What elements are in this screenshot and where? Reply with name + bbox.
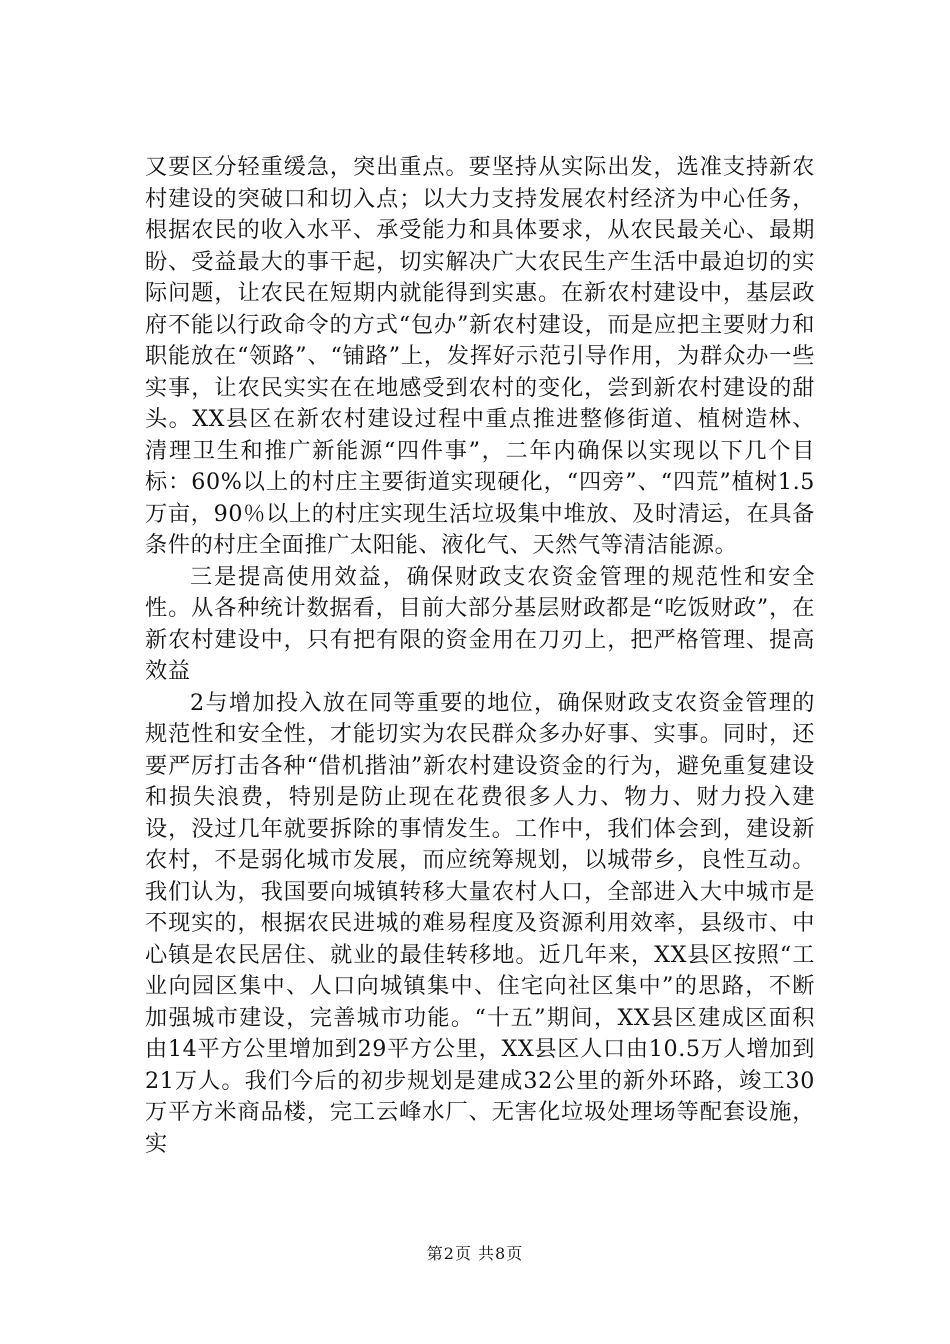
paragraph-3: 2与增加投入放在同等重要的地位，确保财政支农资金管理的规范性和安全性，才能切实为农民群众多办好事、实事。同时，还要严厉打击各种“借机揩油”新农村建设资金的行为，避免重复建设和损失浪费，特别是防止现在花费很多人力、物力、财力投入建设，没过几年就要拆除的事情发生。工作中，我们体会到，建设新农村，不是弱化城市发展，而应统筹规划，以城带乡，良性互动。我们认为，我国要向城镇转移大量农村人口，全部进入大中城市是不现实的，根据农民进城的难易程度及资源利用效率，县级市、中心镇是农民居住、就业的最佳转移地。近几年来，XX县区按照“工业向园区集中、人口向城镇集中、住宅向社区集中”的思路，不断加强城市建设，完善城市功能。“十五”期间，XX县区建成区面积由14平方公里增加到29平方公里，XX县区人口由10.5万人增加到21万人。我们今后的初步规划是建成32公里的新外环路，竣工30万平方米商品楼，完工云峰水厂、无害化垃圾处理场等配套设施，实 <box>145 689 815 1157</box>
document-body <box>145 152 815 1160</box>
paragraph-1: 又要区分轻重缓急，突出重点。要坚持从实际出发，选准支持新农村建设的突破口和切入点；以大力支持发展农村经济为中心任务，根据农民的收入水平、承受能力和具体要求，从农民最关心、最期盼、受益最大的事干起，切实解决广大农民生产生活中最迫切的实际问题，让农民在短期内就能得到实惠。在新农村建设中，基层政府不能以行政命令的方式“包办”新农村建设，而是应把主要财力和职能放在“领路”、“铺路”上，发挥好示范引导作用，为群众办一些实事，让农民实实在在地感受到农村的变化，尝到新农村建设的甜头。XX县区在新农村建设过程中重点推进整修街道、植树造林、清理卫生和推广新能源“四件事”，二年内确保以实现以下几个目标：60%以上的村庄主要街道实现硬化，“四旁”、“四荒”植树1.5万亩，90％以上的村庄实现生活垃圾集中堆放、及时清运，在具备条件的村庄全面推广太阳能、液化气、天然气等清洁能源。 <box>145 154 815 558</box>
page-footer: 第2页 共8页 <box>426 1244 524 1263</box>
paragraph-2: 三是提高使用效益，确保财政支农资金管理的规范性和安全性。从各种统计数据看，目前大部分基层财政都是“吃饭财政”，在新农村建设中，只有把有限的资金用在刀刃上，把严格管理、提高效益 <box>145 563 815 684</box>
